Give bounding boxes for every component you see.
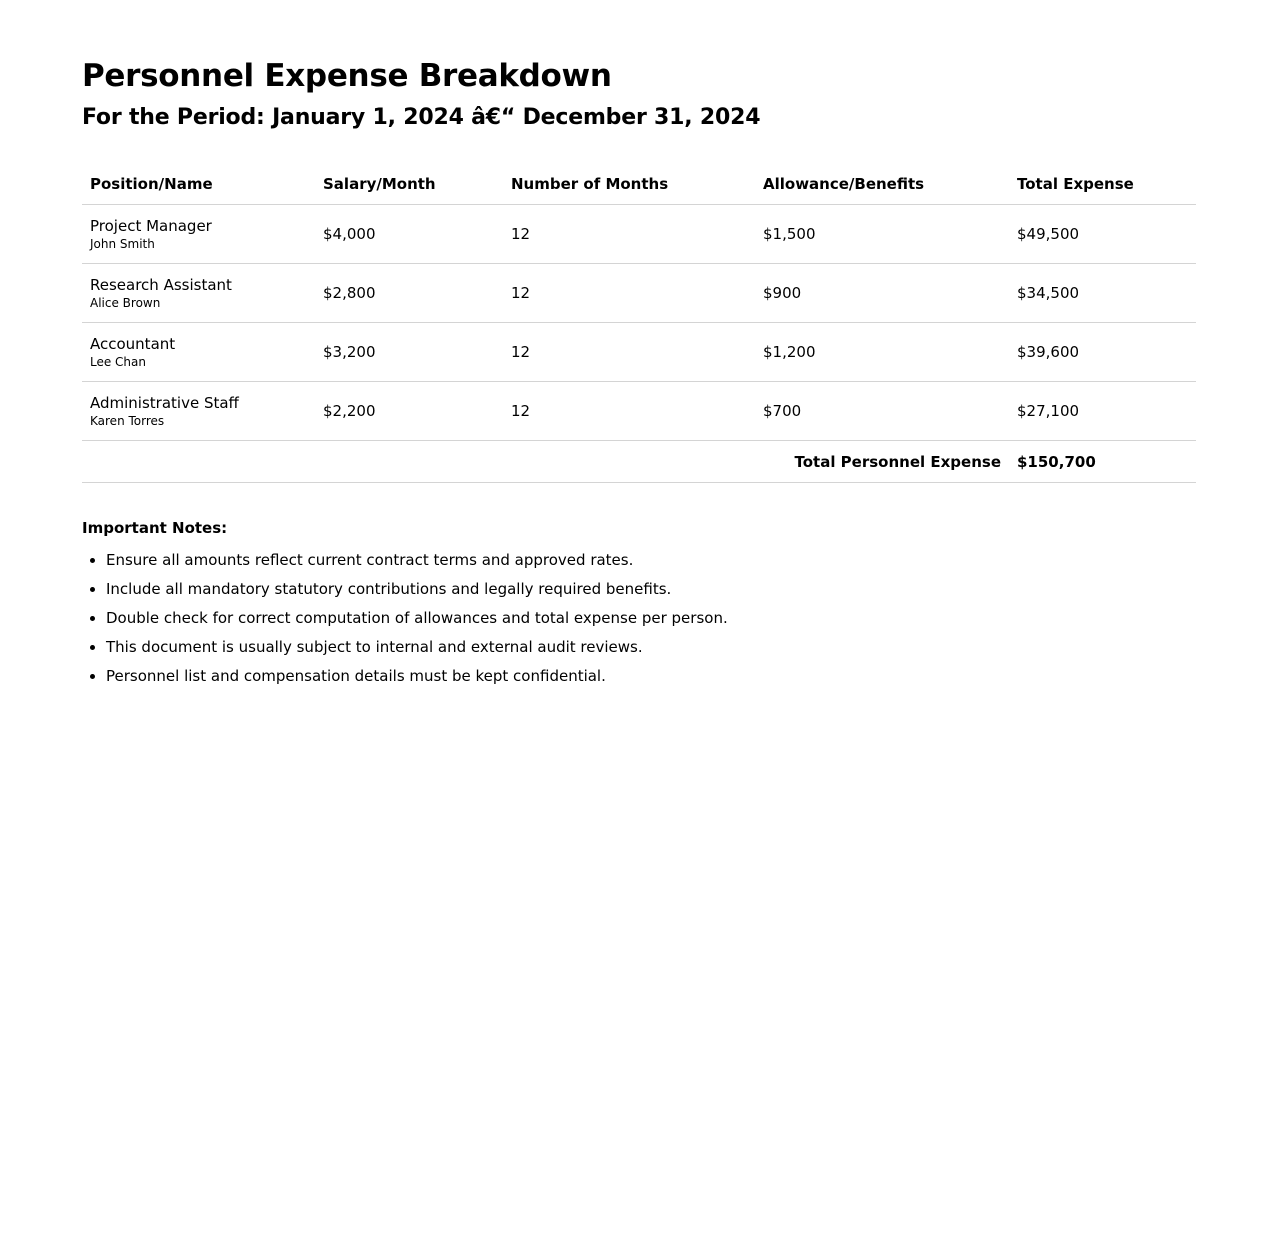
- table-row: [82, 323, 1196, 382]
- note-item: • Personnel list and compensation details must be kept confidential.: [106, 666, 1196, 686]
- position-cell: [82, 382, 315, 441]
- notes-list: [82, 550, 1196, 686]
- header-allowance-benefits: Allowance/Benefits: [755, 163, 1009, 205]
- months-cell: 12: [503, 264, 755, 323]
- position-cell: [82, 264, 315, 323]
- salary-cell: $2,200: [315, 382, 503, 441]
- allowance-cell: $900: [755, 264, 1009, 323]
- header-total-expense: Total Expense: [1009, 163, 1196, 205]
- notes-title: Important Notes:: [82, 519, 228, 537]
- allowance-cell: $700: [755, 382, 1009, 441]
- months-cell: 12: [503, 205, 755, 264]
- total-row: [82, 441, 1196, 483]
- note-item: • Double check for correct computation of allowances and total expense per person.: [106, 608, 1196, 628]
- salary-cell: $4,000: [315, 205, 503, 264]
- header-salary-month: Salary/Month: [315, 163, 503, 205]
- note-item: • Ensure all amounts reflect current contract terms and approved rates.: [106, 550, 1196, 570]
- position-title: Administrative Staff: [90, 393, 239, 412]
- position-cell: [82, 323, 315, 382]
- header-position-name: Position/Name: [82, 163, 315, 205]
- position-cell: [82, 205, 315, 264]
- months-cell: 12: [503, 323, 755, 382]
- expense-table: [82, 163, 1196, 483]
- total-cell: $49,500: [1009, 205, 1196, 264]
- table-row: [82, 264, 1196, 323]
- header-number-of-months: Number of Months: [503, 163, 755, 205]
- employee-name: Karen Torres: [90, 413, 165, 428]
- total-value: $150,700: [1009, 441, 1196, 483]
- allowance-cell: $1,200: [755, 323, 1009, 382]
- note-item: • Include all mandatory statutory contributions and legally required benefits.: [106, 579, 1196, 599]
- total-cell: $34,500: [1009, 264, 1196, 323]
- note-item: • This document is usually subject to internal and external audit reviews.: [106, 637, 1196, 657]
- page-title: Personnel Expense Breakdown: [82, 58, 612, 94]
- period-subtitle: For the Period: January 1, 2024 â€“ December 31, 2024: [82, 105, 761, 130]
- allowance-cell: $1,500: [755, 205, 1009, 264]
- total-cell: $39,600: [1009, 323, 1196, 382]
- position-title: Research Assistant: [90, 275, 232, 294]
- total-label: Total Personnel Expense: [82, 441, 1009, 483]
- employee-name: John Smith: [90, 236, 155, 251]
- table-row: [82, 382, 1196, 441]
- employee-name: Lee Chan: [90, 354, 146, 369]
- months-cell: 12: [503, 382, 755, 441]
- salary-cell: $3,200: [315, 323, 503, 382]
- position-title: Project Manager: [90, 216, 212, 235]
- position-title: Accountant: [90, 334, 176, 353]
- table-row: [82, 205, 1196, 264]
- notes-section: [82, 518, 1196, 686]
- salary-cell: $2,800: [315, 264, 503, 323]
- total-cell: $27,100: [1009, 382, 1196, 441]
- document: [82, 56, 1196, 695]
- table-header-row: [82, 163, 1196, 205]
- employee-name: Alice Brown: [90, 295, 161, 310]
